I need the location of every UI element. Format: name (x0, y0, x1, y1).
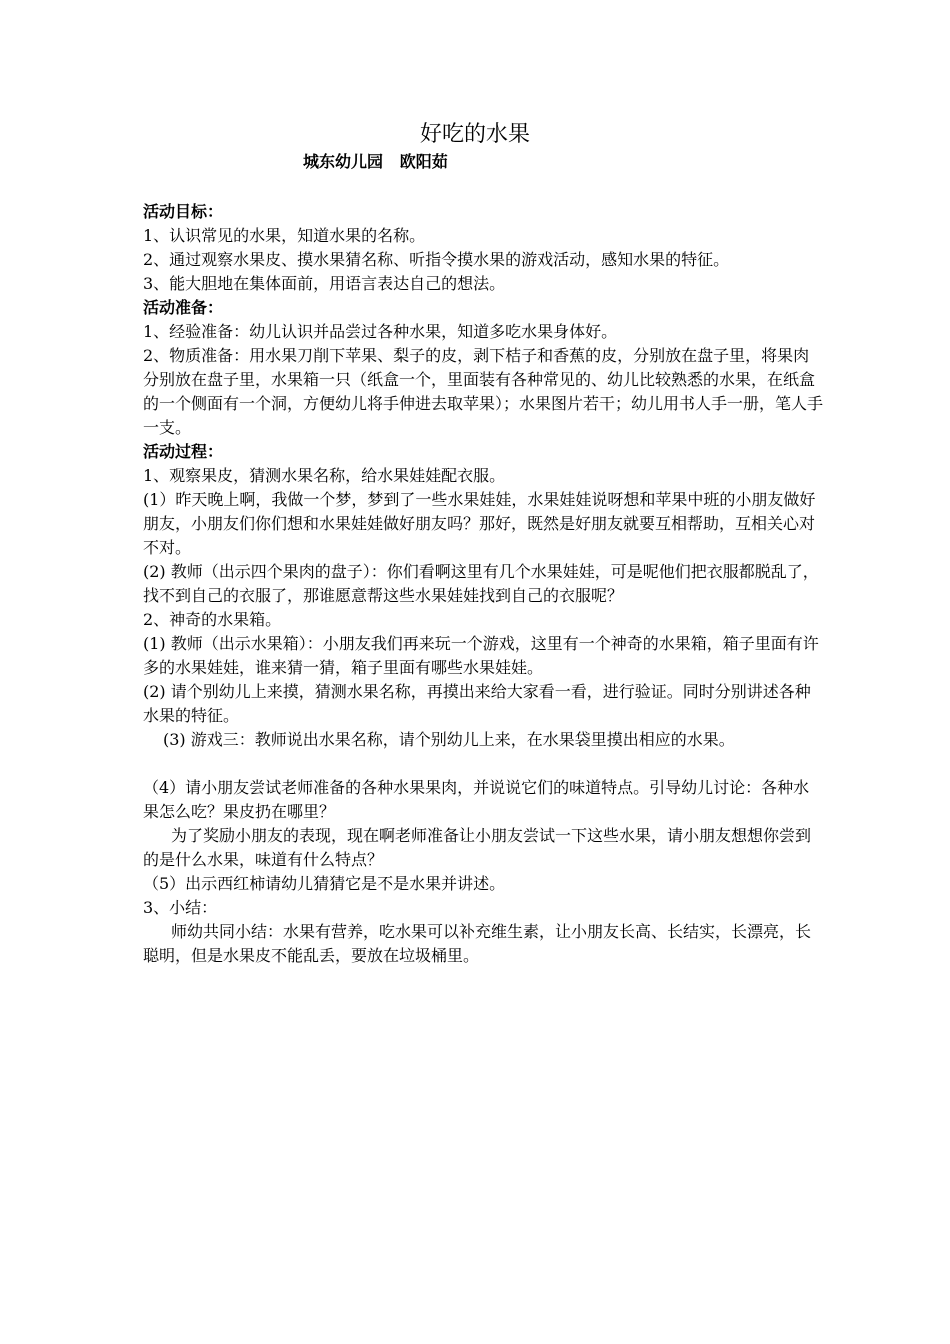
process-step-title: 2、神奇的水果箱。 (143, 610, 282, 629)
document-body (143, 200, 823, 968)
process-paragraph: 为了奖励小朋友的表现，现在啊老师准备让小朋友尝试一下这些水果，请小朋友想想你尝到的是什么水果，味道有什么特点？ (143, 826, 812, 869)
process-paragraph: 师幼共同小结：水果有营养，吃水果可以补充维生素，让小朋友长高、长结实，长漂亮，长聪明，但是水果皮不能乱丢，要放在垃圾桶里。 (143, 922, 812, 965)
process-paragraph: (3) 游戏三：教师说出水果名称，请个别幼儿上来，在水果袋里摸出相应的水果。 (163, 730, 735, 749)
process-paragraph: (1) 教师（出示水果箱）：小朋友我们再来玩一个游戏，这里有一个神奇的水果箱，箱子里面有许多的水果娃娃，谁来猜一猜，箱子里面有哪些水果娃娃。 (143, 634, 819, 677)
goal-item: 2、通过观察水果皮、摸水果猜名称、听指令摸水果的游戏活动，感知水果的特征。 (143, 250, 730, 269)
process-step-title: 3、小结： (143, 898, 218, 917)
prep-item: 1、经验准备：幼儿认识并品尝过各种水果，知道多吃水果身体好。 (143, 322, 618, 341)
blank-line (143, 752, 823, 776)
process-step-title: 1、观察果皮，猜测水果名称，给水果娃娃配衣服。 (143, 466, 506, 485)
process-paragraph: (2) 教师（出示四个果肉的盘子）：你们看啊这里有几个水果娃娃，可是呢他们把衣服都脱乱了，找不到自己的衣服了，那谁愿意帮这些水果娃娃找到自己的衣服呢？ (143, 562, 819, 605)
document-byline: 城东幼儿园 欧阳茹 (303, 152, 448, 171)
goals-heading: 活动目标： (143, 202, 224, 221)
process-paragraph: （4）请小朋友尝试老师准备的各种水果果肉，并说说它们的味道特点。引导幼儿讨论：各种水果怎么吃？果皮扔在哪里？ (143, 778, 810, 821)
process-paragraph: （5）出示西红柿请幼儿猜猜它是不是水果并讲述。 (143, 874, 506, 893)
process-heading: 活动过程： (143, 442, 224, 461)
prep-item: 2、物质准备：用水果刀削下苹果、梨子的皮，剥下桔子和香蕉的皮，分别放在盘子里，将果肉分别放在盘子里，水果箱一只（纸盒一个，里面装有各种常见的、幼儿比较熟悉的水果，在纸盒的一个侧面有一个洞，方便幼儿将手伸进去取苹果）；水果图片若干；幼儿用书人手一册，笔人手一支。 (143, 346, 824, 437)
process-paragraph: (2) 请个别幼儿上来摸，猜测水果名称，再摸出来给大家看一看，进行验证。同时分别讲述各种水果的特征。 (143, 682, 811, 725)
document-title: 好吃的水果 (419, 122, 530, 147)
goal-item: 3、能大胆地在集体面前，用语言表达自己的想法。 (143, 274, 506, 293)
process-paragraph: (1）昨天晚上啊，我做一个梦，梦到了一些水果娃娃，水果娃娃说呀想和苹果中班的小朋友做好朋友，小朋友们你们想和水果娃娃做好朋友吗？那好，既然是好朋友就要互相帮助，互相关心对不对。 (143, 490, 816, 557)
goal-item: 1、认识常见的水果，知道水果的名称。 (143, 226, 426, 245)
prep-heading: 活动准备： (143, 298, 224, 317)
